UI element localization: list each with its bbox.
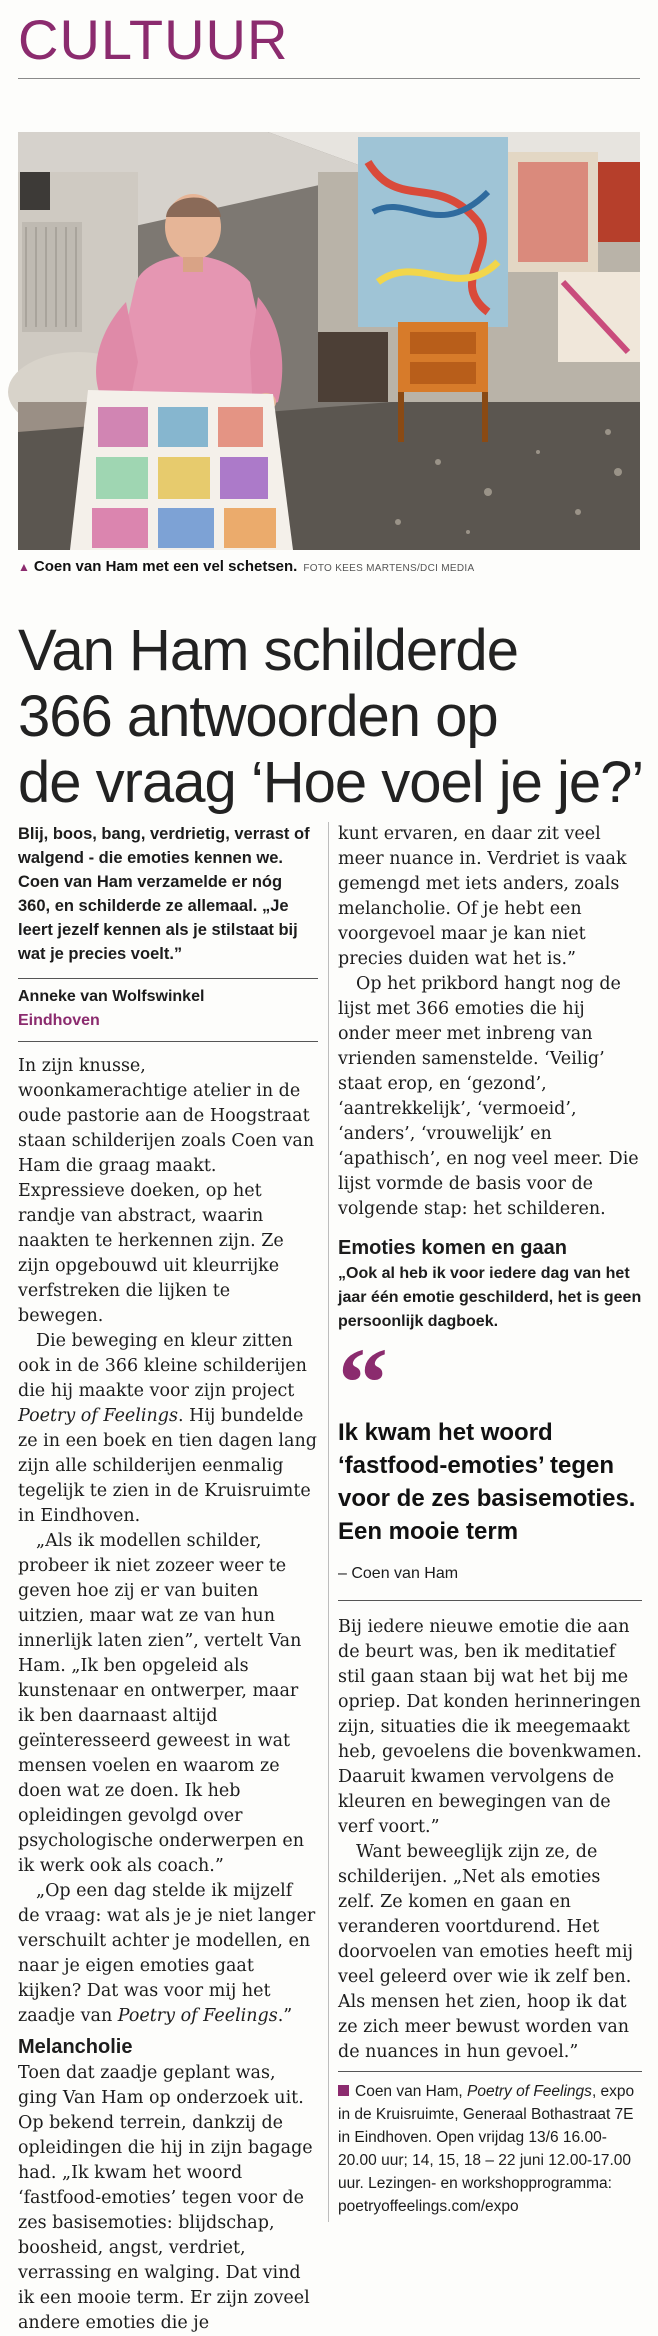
quote-mark-icon: “ [338, 1327, 380, 1438]
dateline-place: Eindhoven [18, 1009, 318, 1042]
body-paragraph: Die beweging en kleur zitten ook in de 366 kleine schilderijen die hij maakte voor zijn project Poetry of Feelings. Hij bundelde ze in een boek en tien dagen lang zijn alle schilderijen eenmalig tegelijk te zien in de Kruisruimte in Eindhoven. [18, 1331, 317, 1526]
caption-triangle-icon: ▲ [18, 560, 30, 574]
author-name: Anneke van Wolfswinkel [18, 978, 318, 1009]
body-paragraph: „Als ik modellen schilder, probeer ik niet zozeer weer te geven hoe zij er van buiten uitzien, maar wat ze van hun innerlijk laten zien”, vertelt Van Ham. „Ik ben opgeleid als kunstenaar en ontwerper, maar ik ben daarnaast altijd geïnteresseerd geweest in wat mensen voelen en waarom ze doen wat ze doen. Ik heb opleidingen gevolgd over psychologische onderwerpen en ik werk ook als coach.” [18, 1531, 305, 1876]
headline-line-3: de vraag ‘Hoe voel je je?’ [18, 750, 644, 815]
article-headline [18, 618, 648, 816]
column-right [338, 822, 642, 2218]
body-paragraph: kunt ervaren, en daar zit veel meer nuance in. Verdriet is vaak gemengd met iets anders, zoals melancholie. Of je hebt een voorgevoel maar je kan niet precies duiden wat het is.” [338, 824, 627, 969]
article-intro: Blij, boos, bang, verdrietig, verrast of walgend - die emoties kennen we. Coen van Ham verzamelde er nóg 360, en schilderde ze allemaal. „Je leert jezelf kennen als je stilstaat bij wat je precies voelt.” [18, 825, 310, 963]
headline-line-2: 366 antwoorden op [18, 684, 498, 749]
caption-text: Coen van Ham met een vel schetsen. [33, 558, 298, 575]
section-rule [18, 78, 640, 79]
info-square-icon [338, 2085, 349, 2096]
info-project-title: Poetry of Feelings [467, 2083, 592, 2100]
subheading-melancholie: Melancholie [18, 2036, 133, 2058]
project-title: Poetry of Feelings [18, 1406, 178, 1426]
pull-quote: Ik kwam het woord ‘fastfood-emoties’ tegen voor de zes basisemoties. Een mooie term [338, 1419, 636, 1545]
quote-author: – Coen van Ham [338, 1562, 642, 1601]
photo-caption [18, 558, 474, 575]
body-paragraph: „Op een dag stelde ik mijzelf de vraag: wat als je je niet langer verschuilt achter je modellen, en naar je eigen emoties gaat kijken? Dat was voor mij het zaadje van Poetry of Feelings.” [18, 1881, 316, 2026]
body-paragraph: In zijn knusse, woonkamerachtige atelier in de oude pastorie aan de Hoogstraat staan schilderijen zoals Coen van Ham die graag maakt. Expressieve doeken, op het randje van abstract, waarin naakten te herkennen zijn. Ze zijn opgebouwd uit kleurrijke verfstreken die lijken te bewegen. [18, 1056, 315, 1326]
body-paragraph-bold: „Ook al heb ik voor iedere dag van het jaar één emotie geschilderd, het is geen persoonlijk dagboek. [338, 1265, 642, 1330]
body-paragraph: Toen dat zaadje geplant was, ging Van Ham op onderzoek uit. Op bekend terrein, dankzij de opleidingen die hij in zijn bagage had. „Ik kwam het woord ‘fastfood-emoties’ tegen voor de zes basisemoties: blijdschap, boosheid, angst, verdriet, verrassing en walging. Dat vind ik een mooie term. Er zijn zoveel andere emoties die je [18, 2063, 313, 2333]
project-title: Poetry of Feelings [117, 2006, 278, 2026]
article-photo [18, 132, 640, 550]
photo-credit: FOTO KEES MARTENS/DCI MEDIA [303, 563, 475, 574]
body-paragraph: Want beweeglijk zijn ze, de schilderijen. „Net als emoties zelf. Ze komen en gaan en veranderen voortdurend. Het doorvoelen van emoties heeft mij veel geleerd over wie ik zelf ben. Als mensen het zien, hoop ik dat ze zich meer bewust worden van de nuances in hun gevoel.” [338, 1842, 634, 2062]
body-paragraph: Bij iedere nieuwe emotie die aan de beurt was, ben ik meditatief stil gaan staan bij wat het bij me opriep. Dat konden herinneringen zijn, situaties die ik meegemaakt heb, gevoelens die bovenkwamen. Daaruit kwamen vervolgens de kleuren en bewegingen van de verf voort.” [338, 1617, 642, 1837]
event-info-box: Coen van Ham, Poetry of Feelings, expo in de Kruisruimte, Generaal Bothastraat 7E in Eindhoven. Open vrijdag 13/6 16.00-20.00 uur; 14, 15, 18 – 22 juni 12.00-17.00 uur. Lezingen- en workshopprogramma: poetryoffeelings.com/expo [338, 2071, 642, 2218]
column-divider [328, 822, 329, 2222]
photo-illustration [18, 132, 640, 550]
headline-line-1: Van Ham schilderde [18, 618, 518, 683]
column-left [18, 822, 318, 2336]
section-title: CULTUUR [18, 8, 289, 71]
body-paragraph: Op het prikbord hangt nog de lijst met 366 emoties die hij onder meer met inbreng van vrienden samenstelde. ‘Veilig’ staat erop, en ‘gezond’, ‘aantrekkelijk’, ‘vermoeid’, ‘anders’, ‘vrouwelijk’ en ‘apathisch’, en nog veel meer. Die lijst vormde de basis voor de volgende stap: het schilderen. [338, 974, 639, 1219]
subheading-emoties: Emoties komen en gaan [338, 1237, 567, 1259]
